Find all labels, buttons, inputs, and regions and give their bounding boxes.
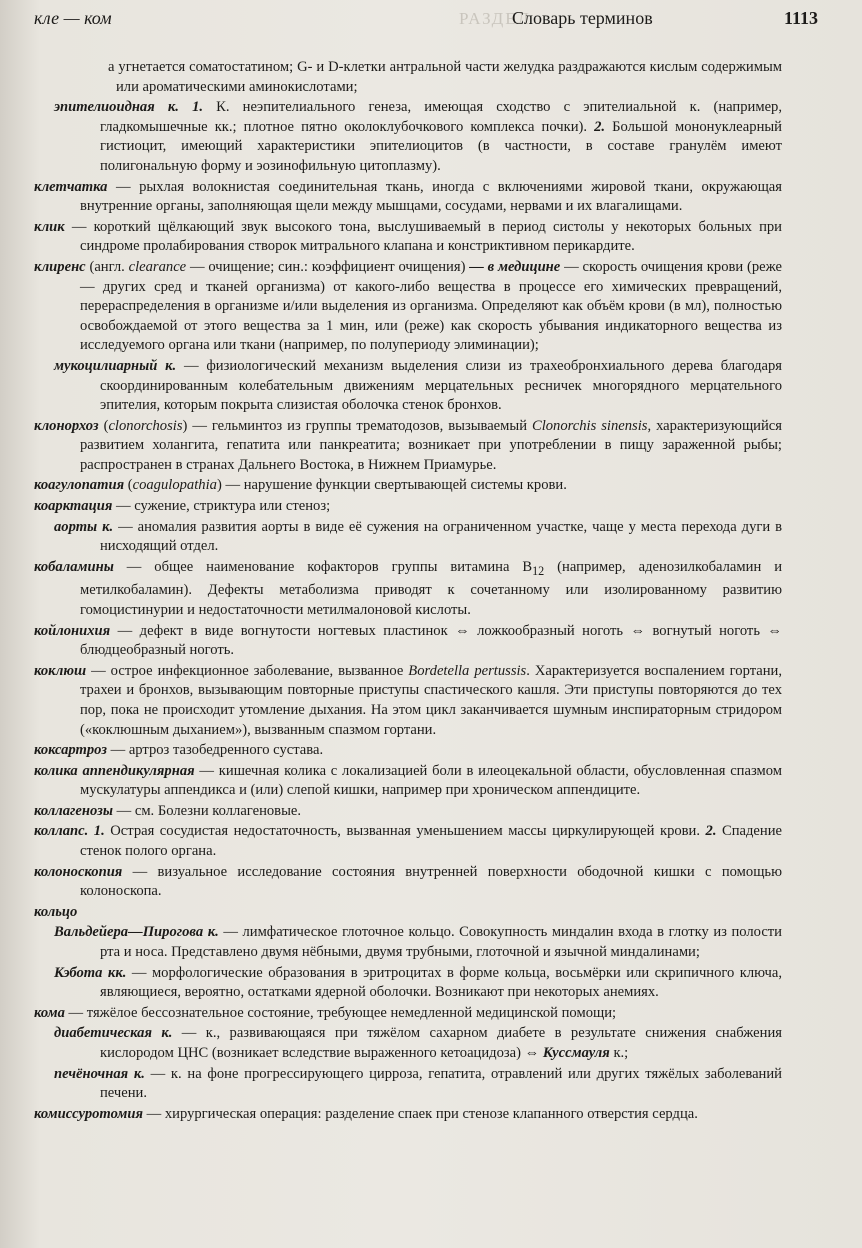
entry-hepatic: печёночная к. — к. на фоне прогрессирующего цирроза, гепатита, отравлений или других тяжёлых заболеваний печени. (54, 1065, 782, 1102)
entry-kollagenozy: коллагенозы — см. Болезни коллагеновые. (34, 802, 302, 819)
dictionary-content (34, 58, 782, 1125)
term: кома (34, 1004, 65, 1021)
term: комиссуротомия (34, 1105, 143, 1122)
term: кольцо (34, 903, 78, 920)
entry-aorta: аорты к. — аномалия развития аорты в виде её сужения на ограниченном участке, чаще у места перехода дуги в нисходящий отдел. (54, 518, 782, 555)
term: колика аппендикулярная (34, 762, 195, 779)
entry-continuation: а угнетается соматостатином; G- и D-клетки антральной части желудка раздражаются кислым содержимым или ароматическими аминокислотами; (108, 59, 782, 95)
entry-mucociliary: мукоцилиарный к. — физиологический механизм выделения слизи из трахеобронхиального дерева благодаря скоординированным колебательным движениям мерцательных ресничек многорядного мерцательного эпителия, которым покрыта слизистая оболочка стенок бронхов. (54, 357, 783, 414)
entry-klik: клик — короткий щёлкающий звук высокого тона, выслушиваемый в период систолы у некоторых больных при синдроме пролабирования створок митрального клапана и констриктивном перикардите. (34, 218, 782, 255)
term: коарктация (34, 498, 113, 515)
term: Кэбота кк. (54, 964, 127, 981)
entry-koilonychia: койлонихия — дефект в виде вогнутости ногтевых пластинок ⇔ ложкообразный ноготь ⇔ вогнутый ноготь ⇔ блюдцеобразный ноготь. (34, 622, 782, 659)
entry-kolco (34, 903, 782, 923)
entry-cabot: Кэбота кк. — морфологические образования в эритроцитах в форме кольца, восьмёрки или скрипичного ключа, являющиеся, вероятно, остатками ядерной оболочки. Возникают при некоторых анемиях. (54, 964, 782, 1001)
entry-koklush: коклюш — острое инфекционное заболевание, вызванное Bordetella pertussis. Характеризуется воспалением гортани, трахеи и бронхов, вызывающим повторные приступы спастического кашля. Эти приступы повторяются до тех пор, пока не происходит утомление дыхания. На этом цикл заканчивается шумным инспираторным стридором («коклюшным дыханием»), вызванным спазмом гортани. (34, 662, 782, 738)
term: клонорхоз (34, 417, 99, 434)
term: эпителиоидная к. (54, 99, 179, 116)
entry-klirens: клиренс (англ. clearance — очищение; син.: коэффициент очищения) — в медицине — скорость очищения крови (реже — других сред и тканей организма) от какого-либо вещества в процессе его химических превращений, перераспределения в организме и/или выделения из организма. Определяют как объём крови (в мл), полностью освобождаемой от этого вещества за 1 мин, или (реже) как скорость убывания индикаторного вещества из исследуемого органа или ткани (например, по полупериоду элиминации); (34, 258, 782, 354)
page-number: 1113 (783, 8, 818, 28)
entry-komissurotomia: комиссуротомия — хирургическая операция: разделение спаек при стенозе клапанного отверстия сердца. (34, 1105, 698, 1122)
entry-koagulopatia: коагулопатия (coagulopathia) — нарушение функции свертывающей системы крови. (34, 477, 567, 494)
entry-kobalaminy: кобаламины — общее наименование кофакторов группы витамина $B_{12}$ (например, аденозилкобаламин и метилкобаламин). Дефекты метаболизма приводят к сочетанному или изолированному развитию гомоцистинурии и недостаточности метилмалоновой кислоты. (34, 558, 782, 618)
term: коклюш (34, 662, 87, 679)
entry-kolonoskopia: колоноскопия — визуальное исследование состояния внутренней поверхности ободочной кишки с помощью колоноскопа. (34, 863, 782, 900)
entry-koma: кома — тяжёлое бессознательное состояние, требующее немедленной медицинской помощи; (34, 1004, 617, 1021)
term: кобаламины (34, 558, 114, 575)
term: коагулопатия (34, 477, 125, 494)
running-header (34, 6, 818, 32)
term: койлонихия (34, 622, 111, 639)
term: коксартроз (34, 742, 107, 759)
term: клик (34, 218, 65, 235)
entry-koksartroz: коксартроз — артроз тазобедренного сустава. (34, 742, 324, 759)
entry-kollaps: коллапс. 1. Острая сосудистая недостаточность, вызванная уменьшением массы циркулирующей крови. 2. Спадение стенок полого органа. (34, 823, 782, 860)
entry-klonorhoz: клонорхоз (clonorchosis) — гельминтоз из группы трематодозов, вызываемый Clonorchis sinensis, характеризующийся развитием холангита, гепатита или панкреатита; возникает при употреблении в пищу зараженной рыбы; распространен в странах Дальнего Востока, в Нижнем Приамурье. (34, 417, 782, 473)
entry-kletchatka: клетчатка — рыхлая волокнистая соединительная ткань, иногда с включениями жировой ткани, окружающая внутренние органы, заполняющая щели между мышцами, сосудами, нервами и их влагалищами. (34, 178, 782, 215)
header-range: кле — ком (34, 8, 112, 28)
entry-kolika: колика аппендикулярная — кишечная колика с локализацией боли в илеоцекальной области, обусловленная спазмом мускулатуры аппендикса и (или) слепой кишки, например при хроническом аппендиците. (34, 762, 783, 799)
term: клиренс (34, 258, 86, 275)
term: Вальдейера—Пирогова к. (54, 924, 219, 941)
entry-epithelioid: эпителиоидная к. 1. К. неэпителиального генеза, имеющая сходство с эпителиальной к. (например, гладкомышечные кк.; плотное пятно околоклубочкового комплекса почки). 2. Большой мононуклеарный гистиоцит, имеющий характеристики эпителиоцитов (в частности, в составе гранулём имеют полигональную форму и эозинофильную цитоплазму). (54, 99, 783, 174)
header-title: Словарь терминов (512, 8, 653, 28)
term: колоноскопия (34, 863, 123, 880)
entry-koarktacia: коарктация — сужение, стриктура или стеноз; (34, 498, 331, 515)
term: мукоцилиарный к. (54, 357, 177, 374)
header-showthrough: РАЗДЕЛ (459, 9, 531, 28)
term: коллапс. (34, 823, 89, 840)
term: диабетическая к. (54, 1025, 173, 1042)
term: аорты к. (54, 518, 114, 535)
entry-waldeyer: Вальдейера—Пирогова к. — лимфатическое глоточное кольцо. Совокупность миндалин входа в глотку из полости рта и носа. Представлено двумя нёбными, двумя трубными, глоточной и язычной миндалинами; (54, 924, 782, 961)
term: коллагенозы (34, 802, 113, 819)
term: печёночная к. (54, 1065, 145, 1082)
term: клетчатка (34, 178, 108, 195)
entry-diabetic: диабетическая к. — к., развивающаяся при тяжёлом сахарном диабете в результате снижения снабжения кислородом ЦНС (возникает вследствие выраженного кетоацидоза) ⇔ Куссмауля к.; (54, 1025, 782, 1061)
